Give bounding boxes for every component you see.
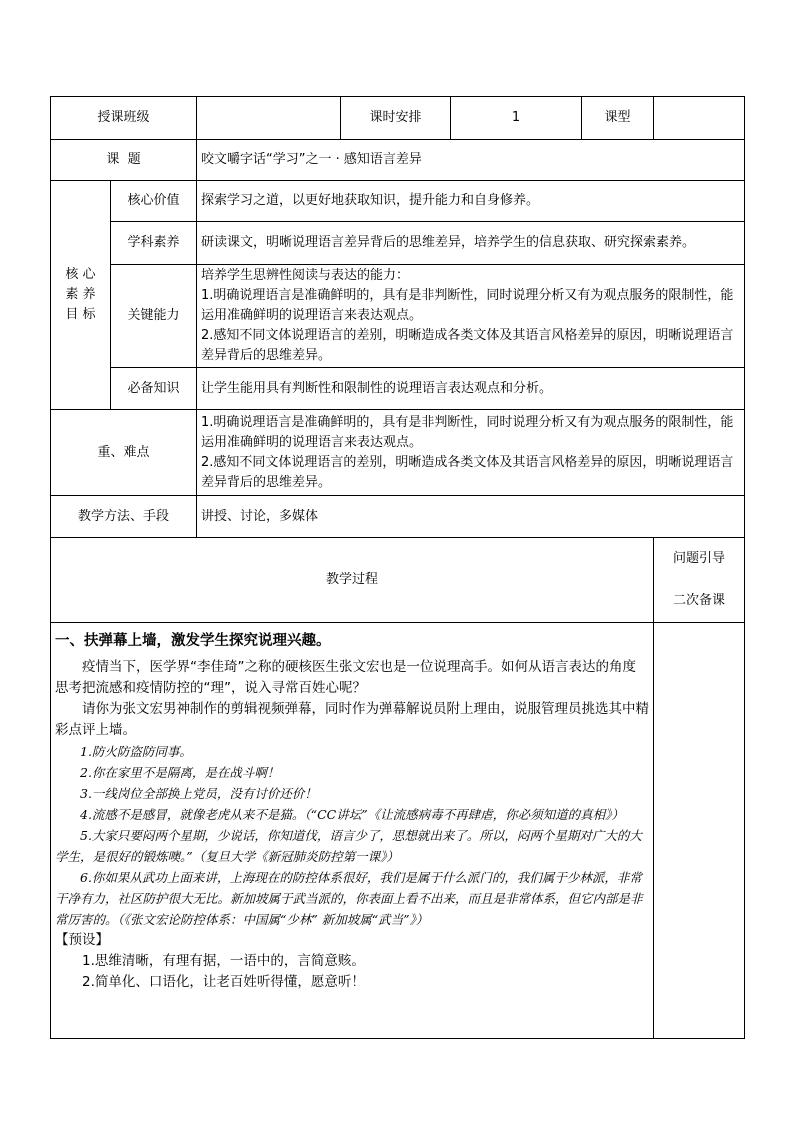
key-ability-line-2: 1.明确说理语言是准确鲜明的，具有是非判断性，同时说理分析又有为观点服务的限制性，能运用准确鲜明的说理语言来表达观点。: [201, 288, 734, 323]
second-prep-column: [654, 623, 745, 1039]
core-value-text: 探索学习之道，以更好地获取知识，提升能力和自身修养。: [197, 181, 745, 222]
quote-1: 1.防火防盗防同事。: [80, 744, 192, 759]
preset-item-2: 2.简单化、口语化，让老百姓听得懂，愿意听！: [82, 974, 365, 990]
class-value: [197, 97, 341, 140]
quote-2: 2.你在家里不是隔离，是在战斗啊！: [80, 765, 280, 780]
preset-item-1: 1.思维清晰，有理有据，一语中的，言简意赅。: [82, 953, 365, 969]
process-header-row: [51, 538, 745, 623]
methods-value: 讲授、讨论，多媒体: [197, 496, 745, 538]
key-points-row: [51, 410, 745, 496]
quote-6: 6.你如果从武功上面来讲，上海现在的防控体系很好，我们是属于什么派门的，我们属于少林派，非常干净有力，社区防护很大无比。新加坡属于武当派的，你表面上看不出来，而且是非常体系，但它内部是非常厉害的。（《张文宏论防控体系：中国属“少林” 新加坡属“武当”》）: [55, 870, 643, 927]
required-knowledge-row: [51, 368, 745, 410]
key-points-line-1: 1.明确说理语言是准确鲜明的，具有是非判断性，同时说理分析又有为观点服务的限制性，能运用准确鲜明的说理语言来表达观点。: [201, 414, 734, 450]
type-label: 课型: [582, 97, 654, 140]
goals-group-line-2: 素 养: [65, 287, 96, 302]
type-value: [654, 97, 745, 140]
period-value: 1: [451, 97, 582, 140]
core-value-row: [51, 181, 745, 222]
topic-row: [51, 140, 745, 181]
key-points-text: [197, 410, 745, 496]
methods-row: [51, 496, 745, 538]
class-label: 授课班级: [51, 97, 197, 140]
topic-value: 咬文嚼字话“学习”之一 · 感知语言差异: [197, 140, 745, 181]
process-side-header: [654, 538, 745, 623]
process-content: [51, 623, 654, 1039]
quote-5: 5.大家只要闷两个星期，少说话，你知道伐，语言少了，思想就出来了。所以，闷两个星期对广大的大学生，是很好的锻炼噢。”（复旦大学《新冠肺炎防控第一课》）: [55, 828, 642, 864]
methods-label: 教学方法、手段: [51, 496, 197, 538]
key-ability-line-3: 2.感知不同文体说理语言的差别，明晰造成各类文体及其语言风格差异的原因，明晰说理语言差异背后的思维差异。: [201, 328, 734, 363]
key-ability-label: 关键能力: [111, 265, 197, 368]
required-knowledge-text: 让学生能用具有判断性和限制性的说理语言表达观点和分析。: [197, 368, 745, 410]
quote-4: 4.流感不是感冒，就像老虎从来不是猫。（“CC讲坛”《让流感病毒不再肆虐，你必须知道的真相》）: [80, 807, 624, 822]
paragraph-2: 请你为张文宏男神制作的剪辑视频弹幕，同时作为弹幕解说员附上理由，说服管理员挑选其中精彩点评上墙。: [55, 701, 649, 738]
paragraph-1: 疫情当下，医学界“李佳琦”之称的硬核医生张文宏也是一位说理高手。如何从语言表达的角度思考把流感和疫情防控的“理”，说入寻常百姓心呢？: [55, 659, 636, 696]
period-label: 课时安排: [341, 97, 451, 140]
key-ability-text: [197, 265, 745, 368]
preset-label: 【预设】: [55, 932, 109, 948]
goals-group-label: [51, 181, 111, 410]
key-ability-row: [51, 265, 745, 368]
required-knowledge-label: 必备知识: [111, 368, 197, 410]
goals-group-line-1: 核 心: [65, 267, 96, 282]
goals-group-line-3: 目 标: [65, 307, 96, 322]
topic-label: 课 题: [51, 140, 197, 181]
section-heading: 一、扶弹幕上墙，激发学生探究说理兴趣。: [55, 633, 331, 649]
key-points-label: 重、难点: [51, 410, 197, 496]
lesson-plan-table: [50, 96, 745, 1039]
key-points-line-2: 2.感知不同文体说理语言的差别，明晰造成各类文体及其语言风格差异的原因，明晰说理语言差异背后的思维差异。: [201, 454, 734, 490]
process-body-row: [51, 623, 745, 1039]
header-row: [51, 97, 745, 140]
key-ability-line-1: 培养学生思辨性阅读与表达的能力：: [201, 268, 410, 283]
quote-3: 3.一线岗位全部换上党员，没有讨价还价！: [80, 786, 317, 801]
question-guide-label: 问题引导: [673, 551, 726, 566]
core-value-label: 核心价值: [111, 181, 197, 222]
subject-literacy-label: 学科素养: [111, 222, 197, 265]
process-title: 教学过程: [51, 538, 654, 623]
subject-literacy-row: [51, 222, 745, 265]
second-prep-label: 二次备课: [673, 593, 726, 608]
subject-literacy-text: 研读课文，明晰说理语言差异背后的思维差异，培养学生的信息获取、研究探索素养。: [197, 222, 745, 265]
